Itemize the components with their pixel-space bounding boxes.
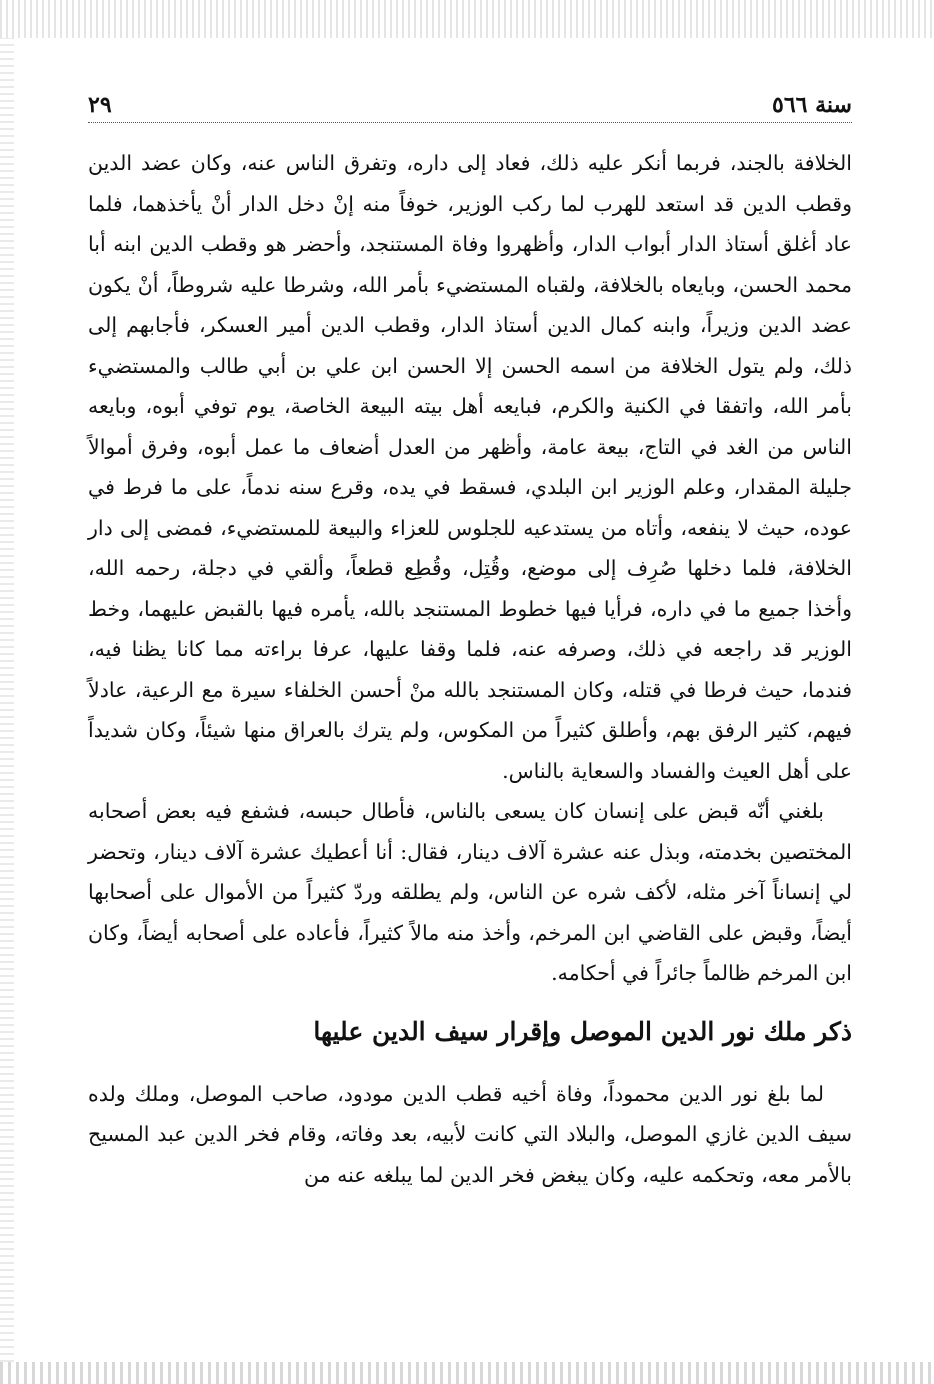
running-head-year: سنة ٥٦٦: [772, 92, 852, 118]
section-heading: ذكر ملك نور الدين الموصل وإقرار سيف الدين عليها: [313, 1016, 852, 1046]
book-page: [88, 88, 852, 1360]
paragraph-1: الخلافة بالجند، فربما أنكر عليه ذلك، فعاد إلى داره، وتفرق الناس عنه، وكان عضد الدين وقطب الدين قد استعد للهرب لما ركب الوزير، خوفاً منه إنْ دخل الدار أنْ يأخذهما، فلما عاد أغلق أستاذ الدار أبواب الدار، وأظهروا وفاة المستنجد، وأحضر هو وقطب الدين ابنه أبا محمد الحسن، وبايعاه بالخلافة، ولقباه المستضيء بأمر الله، وشرطا عليه شروطاً، أنْ يكون عضد الدين وزيراً، وابنه كمال الدين أستاذ الدار، وقطب الدين أمير العسكر، فأجابهم إلى ذلك، ولم يتول الخلافة من اسمه الحسن إلا الحسن ابن علي بن أبي طالب والمستضيء بأمر الله، واتفقا في الكنية والكرم، فبايعه أهل بيته البيعة الخاصة، يوم توفي أبوه، وبايعه الناس من الغد في التاج، بيعة عامة، وأظهر من العدل أضعاف ما عمل أبوه، وفرق أموالاً جليلة المقدار، وعلم الوزير ابن البلدي، فسقط في يده، وقرع سنه ندماً، على ما فرط في عوده، حيث لا ينفعه، وأتاه من يستدعيه للجلوس للعزاء والبيعة للمستضيء، فمضى إلى دار الخلافة، فلما دخلها صُرِف إلى موضع، وقُتِل، وقُطِع قطعاً، وألقي في دجلة، رحمه الله، وأخذا جميع ما في داره، فرأيا فيها خطوط المستنجد بالله، يأمره فيها بالقبض عليهما، وخط الوزير قد راجعه في ذلك، وصرفه عنه، فلما وقفا عليها، عرفا براءته مما كانا يظنا فيه، فندما، حيث فرطا في قتله، وكان المستنجد بالله منْ أحسن الخلفاء سيرة مع الرعية، عادلاً فيهم، كثير الرفق بهم، وأطلق كثيراً من المكوس، ولم يترك بالعراق منها شيئاً، وكان شديداً على أهل العيث والفساد والسعاية بالناس.: [88, 151, 852, 783]
scan-border-bottom: [0, 1362, 934, 1384]
scan-border-left: [0, 38, 14, 1362]
scan-border-top: [0, 0, 934, 38]
page-header: [88, 88, 852, 123]
page-number: ٢٩: [88, 92, 112, 118]
section-paragraph: لما بلغ نور الدين محموداً، وفاة أخيه قطب الدين مودود، صاحب الموصل، وملك ولده سيف الدين غازي الموصل، والبلاد التي كانت لأبيه، بعد وفاته، وقام فخر الدين عبد المسيح بالأمر معه، وتحكمه عليه، وكان يبغض فخر الدين لما يبلغه عنه من: [88, 1081, 852, 1187]
page-body: [88, 143, 852, 1195]
paragraph-2: بلغني أنّه قبض على إنسان كان يسعى بالناس، فأطال حبسه، فشفع فيه بعض أصحابه المختصين بخدمته، وبذل عنه عشرة آلاف دينار، فقال: أنا أعطيك عشرة آلاف دينار، وتحضر لي إنساناً آخر مثله، لأكف شره عن الناس، ولم يطلقه وردّ كثيراً من الأموال على أصحابها أيضاً، وقبض على القاضي ابن المرخم، وأخذ منه مالاً كثيراً، فأعاده على أصحابه أيضاً، وكان ابن المرخم ظالماً جائراً في أحكامه.: [88, 799, 852, 985]
